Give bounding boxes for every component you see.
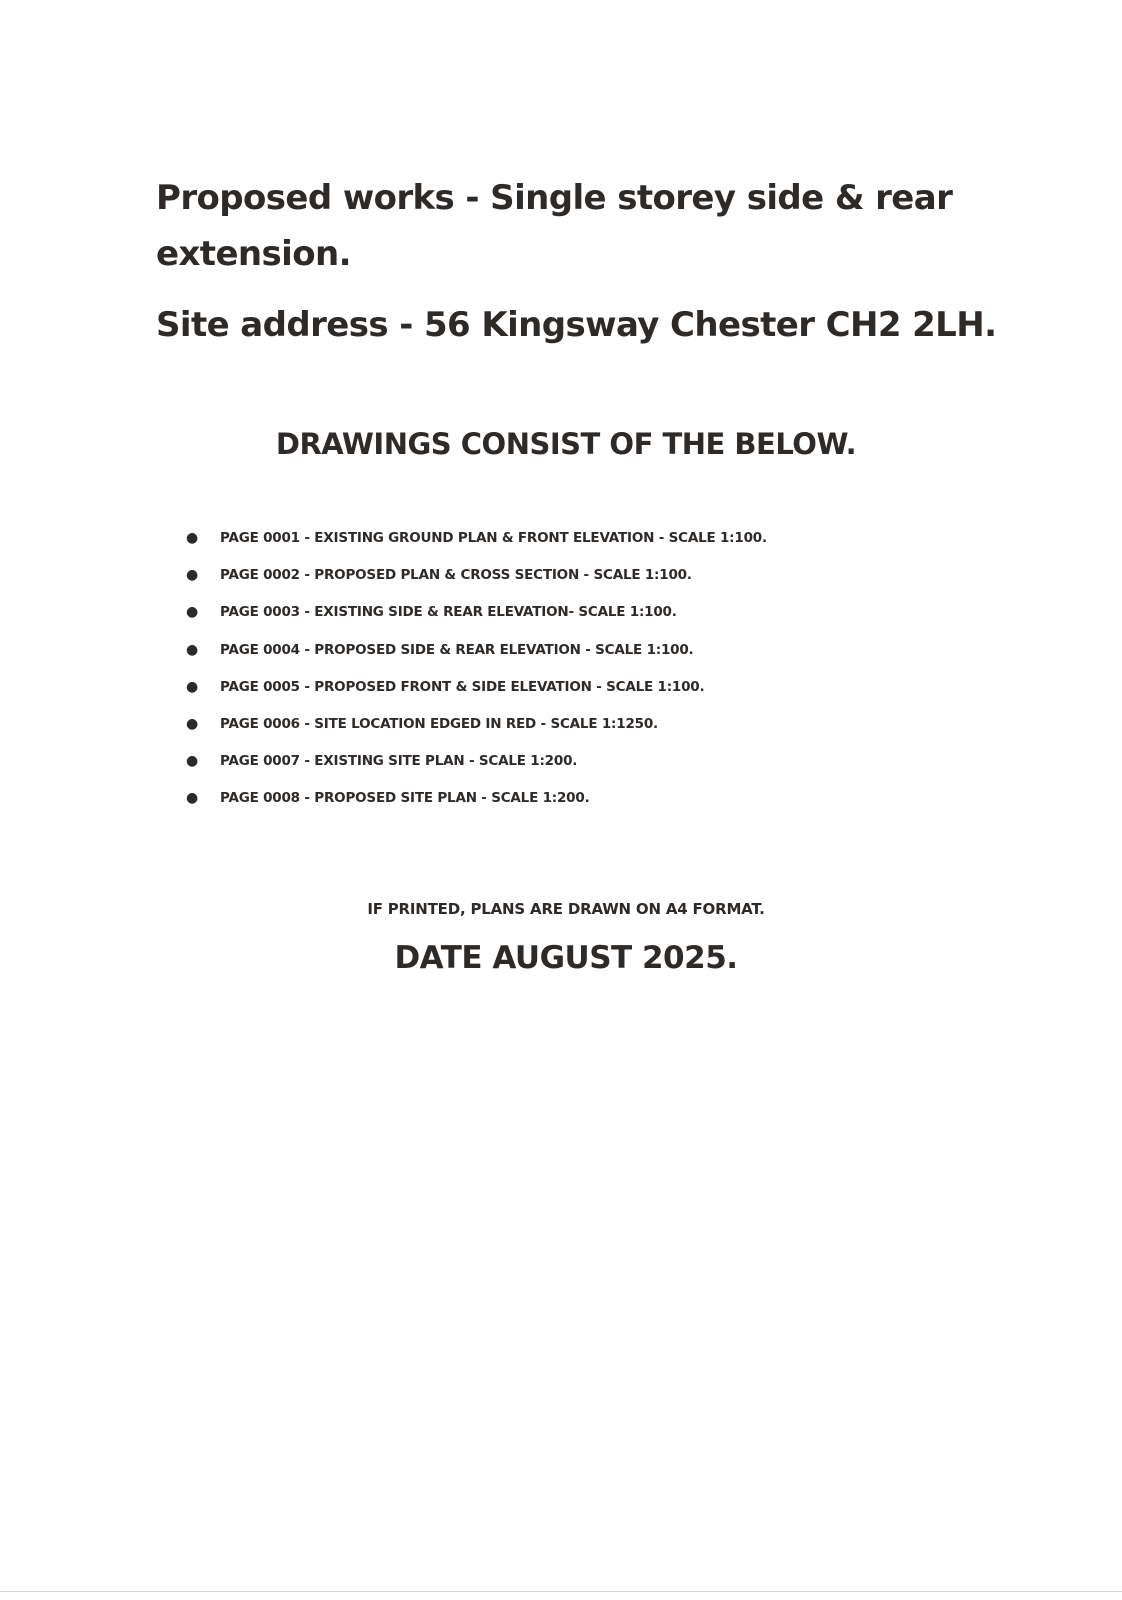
bullet-icon: ● xyxy=(186,790,199,807)
bullet-icon: ● xyxy=(186,604,199,621)
bullet-icon: ● xyxy=(186,530,199,546)
drawings-list-item-text: PAGE 0005 - PROPOSED FRONT & SIDE ELEVATION - SCALE 1:100. xyxy=(220,678,705,695)
drawings-list-item xyxy=(186,567,767,604)
drawings-list xyxy=(186,530,767,828)
drawings-list-item xyxy=(186,790,767,827)
proposed-works-heading: Proposed works - Single storey side & rear xyxy=(156,178,953,218)
drawings-list-item xyxy=(186,530,767,567)
drawings-list-item-text: PAGE 0008 - PROPOSED SITE PLAN - SCALE 1:200. xyxy=(220,790,590,807)
drawings-list-title: DRAWINGS CONSIST OF THE BELOW. xyxy=(275,427,857,461)
drawings-list-item xyxy=(186,679,767,716)
drawings-list-item-text: PAGE 0004 - PROPOSED SIDE & REAR ELEVATION - SCALE 1:100. xyxy=(220,641,694,658)
drawings-list-item xyxy=(186,604,767,641)
bullet-icon: ● xyxy=(186,678,199,695)
drawings-list-item xyxy=(186,753,767,790)
document-date: DATE AUGUST 2025. xyxy=(394,940,738,976)
bullet-icon: ● xyxy=(186,715,199,732)
print-format-note: IF PRINTED, PLANS ARE DRAWN ON A4 FORMAT. xyxy=(367,900,765,918)
drawings-list-item xyxy=(186,642,767,679)
drawings-list-item-text: PAGE 0006 - SITE LOCATION EDGED IN RED - SCALE 1:1250. xyxy=(220,715,658,732)
scan-edge-divider xyxy=(0,1591,1122,1592)
bullet-icon: ● xyxy=(186,641,199,658)
bullet-icon: ● xyxy=(186,753,199,770)
proposed-works-heading-continuation: extension. xyxy=(156,234,351,274)
drawings-list-item-text: PAGE 0001 - EXISTING GROUND PLAN & FRONT ELEVATION - SCALE 1:100. xyxy=(220,530,767,546)
drawings-list-item-text: PAGE 0007 - EXISTING SITE PLAN - SCALE 1:200. xyxy=(220,753,578,770)
site-address-heading: Site address - 56 Kingsway Chester CH2 2LH. xyxy=(156,305,997,345)
drawings-list-item-text: PAGE 0003 - EXISTING SIDE & REAR ELEVATION- SCALE 1:100. xyxy=(220,604,677,621)
drawings-list-item xyxy=(186,716,767,753)
bullet-icon: ● xyxy=(186,567,199,584)
drawings-list-item-text: PAGE 0002 - PROPOSED PLAN & CROSS SECTION - SCALE 1:100. xyxy=(220,567,692,584)
